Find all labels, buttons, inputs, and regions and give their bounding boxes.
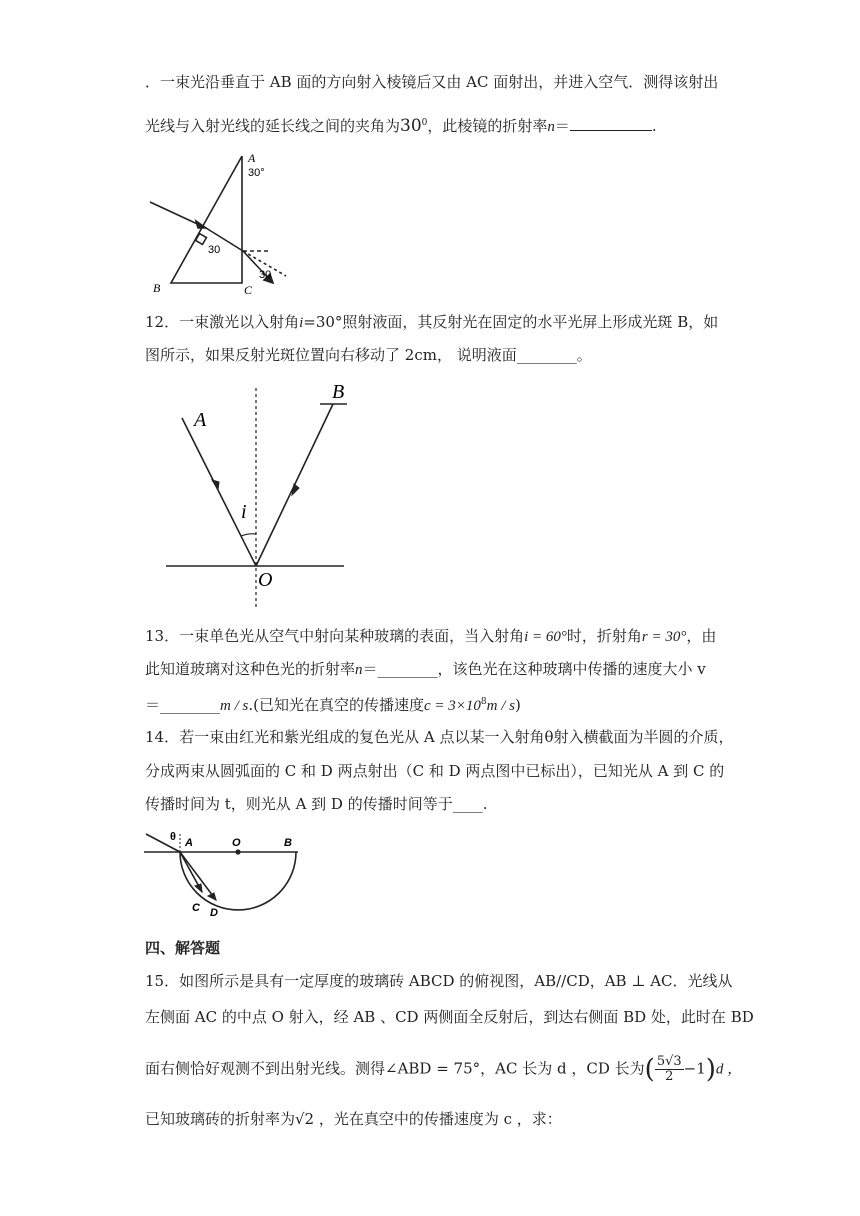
semicircle-label-a: A <box>185 837 193 849</box>
q13-line3-mid: .(已知光在真空的传播速度 <box>248 696 424 714</box>
q13-line2 <box>145 659 706 680</box>
semicircle-label-d: D <box>210 907 218 918</box>
q13-unit: m / s <box>220 698 249 714</box>
section-heading: 四、解答题 <box>145 939 221 957</box>
semicircle-label-c: C <box>192 902 200 914</box>
prism-angle-2: 30 <box>259 269 272 281</box>
q13-c-unit: m / s <box>486 698 515 714</box>
q15-fraction <box>655 1055 684 1084</box>
prism-label-c: C <box>244 283 253 297</box>
q11-line2-end: . <box>651 117 657 135</box>
q15-line2: 左侧面 AC 的中点 O 射入，经 AB 、CD 两侧面全反射后，到达右侧面 BD 处，此时在 BD <box>145 1008 754 1026</box>
q15-ac: AC 长为 d ， <box>495 1059 587 1078</box>
q13-n: n <box>355 662 363 678</box>
prism-angle-a: 30° <box>248 167 265 179</box>
q13-line1-pre: 13．一束单色光从空气中射向某种玻璃的表面，当入射角 <box>145 627 525 645</box>
q12-line1-pre: 12．一束激光以入射角 <box>145 313 300 331</box>
q12-line1-post: =30°照射液面，其反射光在固定的水平光屏上形成光斑 B，如 <box>303 313 719 331</box>
q13-c-exp: 8 <box>480 697 487 707</box>
reflection-label-o: O <box>258 569 273 591</box>
q15-cd: CD 长为 <box>586 1059 645 1078</box>
left-paren: ( <box>644 1054 655 1085</box>
q15-d-end: d ， <box>715 1061 743 1078</box>
q13-line1-end: ，由 <box>686 627 717 645</box>
q15-line4: 已知玻璃砖的折射率为√2 ，光在真空中的传播速度为 c ，求： <box>145 1110 562 1128</box>
right-paren: ) <box>705 1054 716 1085</box>
q11-line2-mid: ，此棱镜的折射率 <box>427 117 548 135</box>
q11-n: n <box>547 119 555 135</box>
q14-line1: 14．若一束由红光和紫光组成的复色光从 A 点以某一入射角θ射入横截面为半圆的介质， <box>145 728 734 746</box>
q11-eq: ＝ <box>554 117 570 135</box>
prism-label-b: B <box>153 281 161 295</box>
prism-diagram <box>140 150 300 300</box>
q15-line3-pre: 面右侧恰好观测不到出射光线。测得∠ABD = 75°， <box>145 1059 496 1078</box>
q11-line2-pre: 光线与入射光线的延长线之间的夹角为 <box>145 117 401 135</box>
q11-line1: ．一束光沿垂直于 AB 面的方向射入棱镜后又由 AC 面射出，并进入空气．测得该射出 <box>145 73 719 91</box>
semicircle-diagram <box>140 826 305 918</box>
semicircle-label-o: O <box>232 837 241 849</box>
semicircle-label-theta: θ <box>170 831 176 843</box>
q11-answer-blank <box>570 116 652 131</box>
q12-i: i <box>299 315 304 331</box>
q15-frac-den: 2 <box>665 1069 674 1084</box>
reflection-label-b: B <box>332 381 345 403</box>
semicircle-label-b: B <box>284 837 292 849</box>
prism-angle-1: 30 <box>208 244 221 256</box>
reflection-label-a: A <box>194 409 207 431</box>
q13-line1-mid: 时，折射角 <box>566 627 642 645</box>
q13-line3-end: ) <box>514 696 521 714</box>
q12-line1 <box>145 312 718 333</box>
q15-frac-num: 5√3 <box>656 1054 682 1069</box>
q14-line2: 分成两束从圆弧面的 C 和 D 两点射出（C 和 D 两点图中已标出），已知光从 A 到 C 的 <box>145 762 725 780</box>
q13-line2-end: ＝________，该色光在这种玻璃中传播的速度大小 v <box>362 660 706 678</box>
q14-line3: 传播时间为 t，则光从 A 到 D 的传播时间等于____. <box>145 795 488 813</box>
q15-line1: 15．如图所示是具有一定厚度的玻璃砖 ABCD 的俯视图，AB//CD，AB ⊥ AC．光线从 <box>145 972 733 990</box>
q13-line3 <box>145 692 521 716</box>
q13-c: c = 3×10 <box>423 698 481 714</box>
q13-incidence: i = 60° <box>524 629 567 645</box>
q13-line3-pre: ＝________ <box>145 696 221 714</box>
reflection-diagram <box>160 380 360 610</box>
prism-label-a: A <box>248 151 256 165</box>
reflection-label-i: i <box>241 501 247 523</box>
q15-frac-tail: −1 <box>683 1059 706 1078</box>
q15-line3 <box>145 1055 742 1084</box>
q13-line1 <box>145 626 716 647</box>
q13-line2-pre: 此知道玻璃对这种色光的折射率 <box>145 660 356 678</box>
q11-angle: 30 <box>400 116 422 136</box>
q12-line2: 图所示，如果反射光斑位置向右移动了 2cm， 说明液面________。 <box>145 346 592 364</box>
q13-refraction: r = 30° <box>641 629 687 645</box>
q11-line2 <box>145 113 657 137</box>
q11-degree: 0 <box>421 118 428 128</box>
